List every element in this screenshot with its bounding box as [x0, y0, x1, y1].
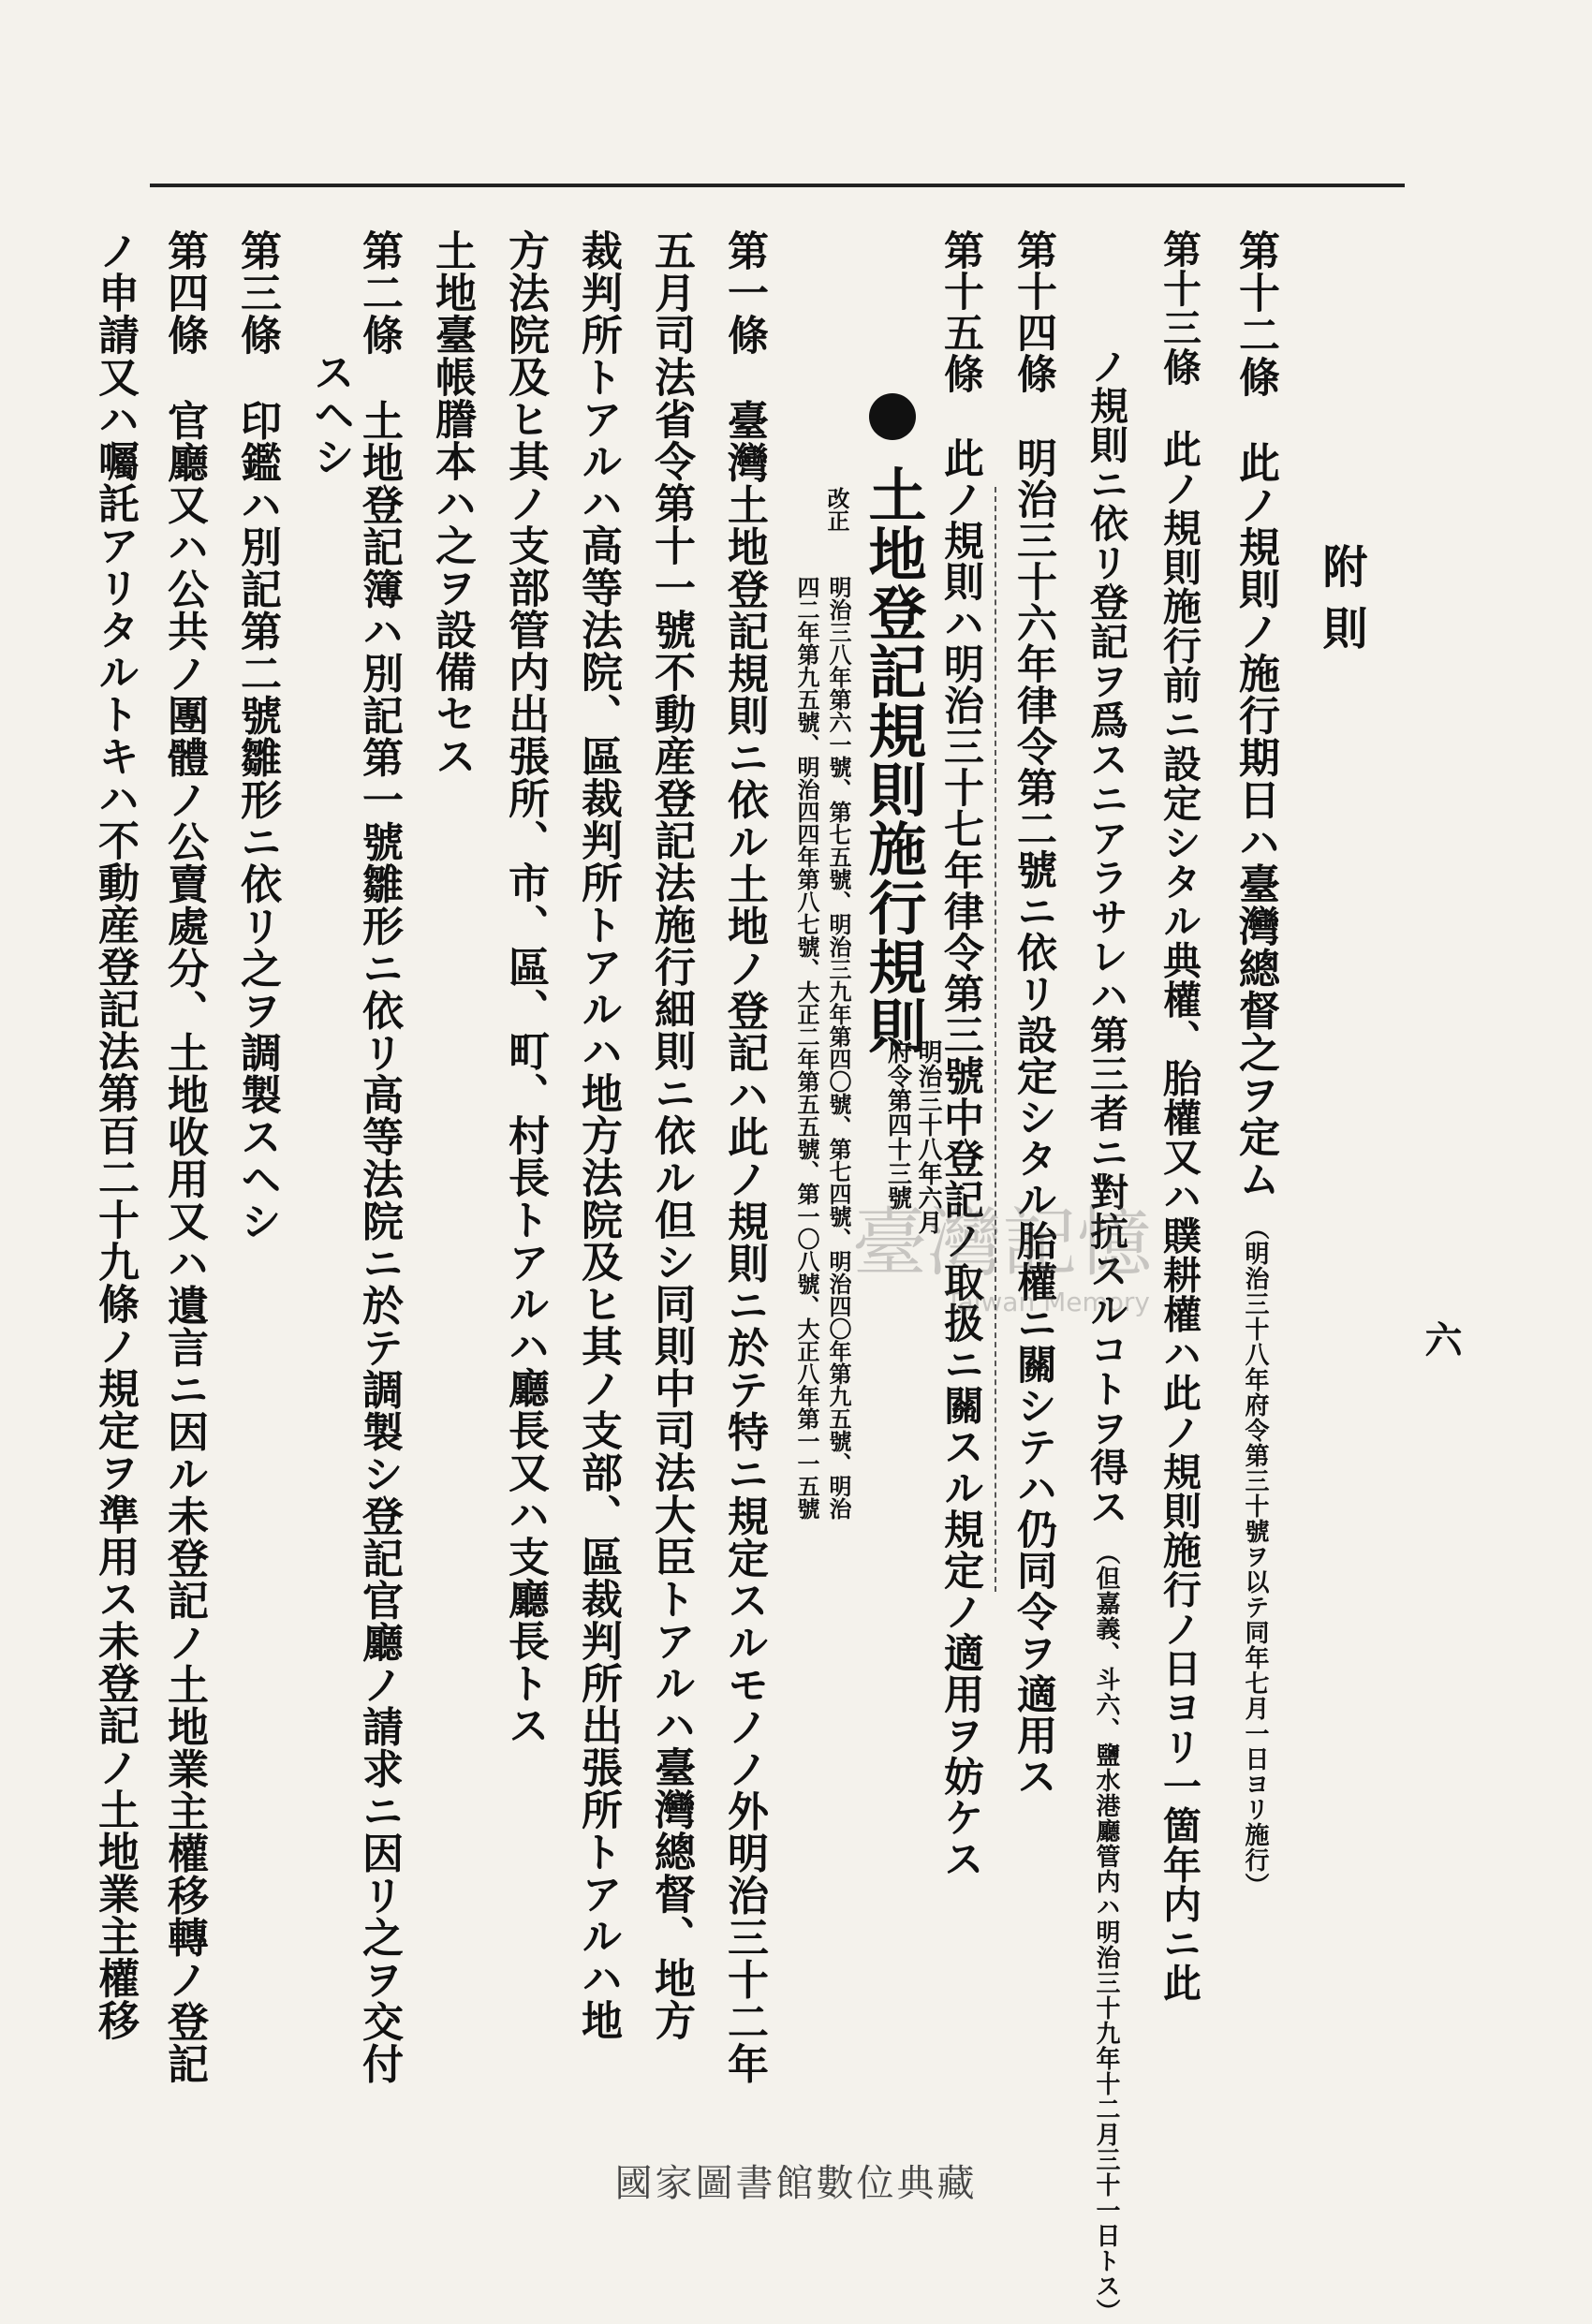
article-number: 第四條	[160, 229, 208, 356]
article-number: 第二條	[355, 229, 403, 356]
title-text: 土地登記規則施行規則	[859, 464, 927, 1055]
article-number: 第十三條	[1157, 229, 1201, 387]
article-text: 此ノ規則ハ明治三十七年律令第三號中登記ノ取扱ニ關スル規定ノ適用ヲ妨ケス	[937, 436, 984, 1879]
article-13	[1157, 229, 1201, 2003]
watermark-subtext: Taiwan Memory	[946, 1287, 1150, 1317]
article-note: （但嘉義、斗六、鹽水港廳管内ハ明治三十九年十二月三十一日トス）	[1092, 1540, 1120, 2324]
article-3	[233, 229, 281, 1243]
separator-line	[995, 487, 1004, 1592]
footer-credit: 國家圖書館數位典藏	[614, 2162, 978, 2205]
body-line: ノ申請又ハ囑託アリタルトキハ不動産登記法第百二十九條ノ規定ヲ準用ス未登記ノ土地業主權移	[91, 229, 139, 2041]
article-text: 此ノ規則施行前ニ設定シタル典權、胎權又ハ贌耕權ハ此ノ規則施行ノ日ヨリ一箇年内ニ此	[1157, 429, 1201, 2003]
article-text: 土地登記簿ハ別記第一號雛形ニ依リ高等法院ニ於テ調製シ登記官廳ノ請求ニ因リ之ヲ交付	[355, 399, 403, 2085]
article-text: 官廳又ハ公共ノ團體ノ公賣處分、土地收用又ハ遺言ニ因ル未登記ノ土地業主權移轉ノ登記	[160, 399, 208, 2085]
promulgation-date: 明治三十八年六月	[914, 1039, 942, 1234]
body-line: 方法院及ヒ其ノ支部管内出張所、市、區、町、村長トアルハ廳長又ハ支廳長トス	[501, 229, 549, 1746]
article-number: 第一條	[720, 229, 768, 356]
watermark-logo	[843, 1189, 1236, 1320]
article-number: 第十四條	[1010, 229, 1057, 394]
article-4	[160, 229, 208, 2085]
amendment-label: 改正	[823, 487, 850, 532]
article-text: 明治三十六年律令第二號ニ依リ設定シタル胎權ニ關シテハ仍同令ヲ適用ス	[1010, 436, 1057, 1797]
article-text: ノ規則ニ依リ登記ヲ爲スニアラサレハ第三者ニ對抗スルコトヲ得ス	[1083, 346, 1128, 1526]
article-14	[1010, 229, 1057, 1797]
watermark-text: 臺灣記憶	[852, 1199, 1152, 1287]
article-number: 第十五條	[937, 229, 984, 394]
amendment-line-1: 明治三八年第六一號、第七五號、明治三九年第四〇號、第七四號、明治四〇年第九五號、明治	[825, 576, 852, 1520]
body-line: 裁判所トアルハ高等法院、區裁判所トアルハ地方法院及ヒ其ノ支部、區裁判所出張所トアルハ地	[574, 229, 622, 2041]
body-line: 土地臺帳謄本ハ之ヲ設備セス	[428, 229, 476, 777]
bullet-icon	[869, 393, 916, 440]
promulgation-number: 府令第四十三號	[883, 1039, 912, 1210]
article-15	[937, 229, 984, 1879]
top-rule	[150, 184, 1405, 187]
article-12	[1231, 229, 1279, 1898]
article-text: 臺灣土地登記規則ニ依ル土地ノ登記ハ此ノ規則ニ於テ特ニ規定スルモノノ外明治三十二年	[720, 399, 768, 2085]
article-number: 第十二條	[1231, 229, 1279, 398]
article-2	[355, 229, 403, 2085]
article-number: 第三條	[233, 229, 281, 356]
article-13-continued	[1083, 346, 1128, 2324]
article-text: 印鑑ハ別記第二號雛形ニ依リ之ヲ調製スヘシ	[233, 399, 281, 1243]
article-1	[720, 229, 768, 2085]
article-note: （明治三十八年府令第三十號ヲ以テ同年七月一日ヨリ施行）	[1241, 1214, 1269, 1898]
body-line: 五月司法省令第十一號不動産登記法施行細則ニ依ル但シ同則中司法大臣トアルハ臺灣總督、地方	[647, 229, 695, 2041]
rule-title	[859, 393, 927, 1055]
article-text: 此ノ規則ノ施行期日ハ臺灣總督之ヲ定ム	[1231, 441, 1279, 1200]
amendment-line-2: 四二年第九五號、明治四四年第八七號、大正二年第五五號、第一〇八號、大正八年第一一五號	[793, 576, 820, 1520]
page-number: 六	[1419, 1320, 1463, 1358]
body-line: スヘシ	[306, 351, 354, 478]
appendix-heading: 附則	[1315, 543, 1367, 667]
